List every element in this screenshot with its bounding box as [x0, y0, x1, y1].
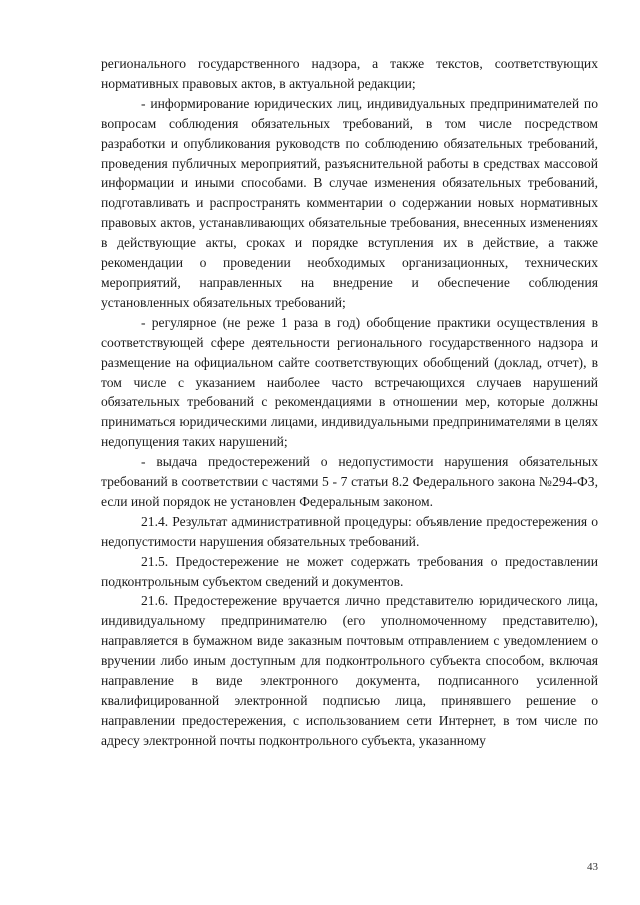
paragraph-generalization: - регулярное (не реже 1 раза в год) обобщение практики осуществления в соответствующей сфере деятельности регионального государственного надзора и размещение на официальном сайте соответствующих обобщений (доклад, отчет), в том числе с указанием наиболее часто встречающихся случаев нарушений обязательных требований с рекомендациями в отношении мер, которые должны приниматься юридическими лицами, индивидуальными предпринимателями в целях недопущения таких нарушений;	[101, 314, 598, 450]
paragraph-21-4: 21.4. Результат административной процедуры: объявление предостережения о недопустимости нарушения обязательных требований.	[101, 513, 598, 549]
paragraph-continuation: регионального государственного надзора, а также текстов, соответствующих нормативных правовых актов, в актуальной редакции;	[101, 56, 598, 91]
paragraph-21-6: 21.6. Предостережение вручается лично представителю юридического лица, индивидуальному предпринимателю (его уполномоченному представителю), направляется в бумажном виде заказным почтовым отправлением с уведомлением о вручении либо иным доступным для подконтрольного субъекта способом, включая направление в виде электронного документа, подписанного усиленной квалифицированной электронной подписью лица, принявшего решение о направлении предостережения, с использованием сети Интернет, в том числе по адресу электронной почты подконтрольного субъекта, указанному	[101, 593, 598, 748]
paragraph-21-5: 21.5. Предостережение не может содержать требования о предоставлении подконтрольным субъектом сведений и документов.	[101, 553, 598, 589]
document-page	[101, 54, 598, 751]
page-number: 43	[587, 861, 598, 873]
paragraph-warnings: - выдача предостережений о недопустимости нарушения обязательных требований в соответствии с частями 5 - 7 статьи 8.2 Федерального закона №294-ФЗ, если иной порядок не установлен Федеральным законом.	[101, 454, 598, 509]
paragraph-informing: - информирование юридических лиц, индивидуальных предпринимателей по вопросам соблюдения обязательных требований, в том числе посредством разработки и опубликования руководств по соблюдению обязательных требований, проведения публичных мероприятий, разъяснительной работы в средствах массовой информации и иными способами. В случае изменения обязательных требований, подготавливать и распространять комментарии о содержании новых нормативных правовых актов, устанавливающих обязательные требования, внесенных изменениях в действующие акты, сроках и порядке вступления их в действие, а также рекомендации о проведении необходимых организационных, технических мероприятий, направленных на внедрение и обеспечение соблюдения установленных обязательных требований;	[101, 95, 598, 310]
